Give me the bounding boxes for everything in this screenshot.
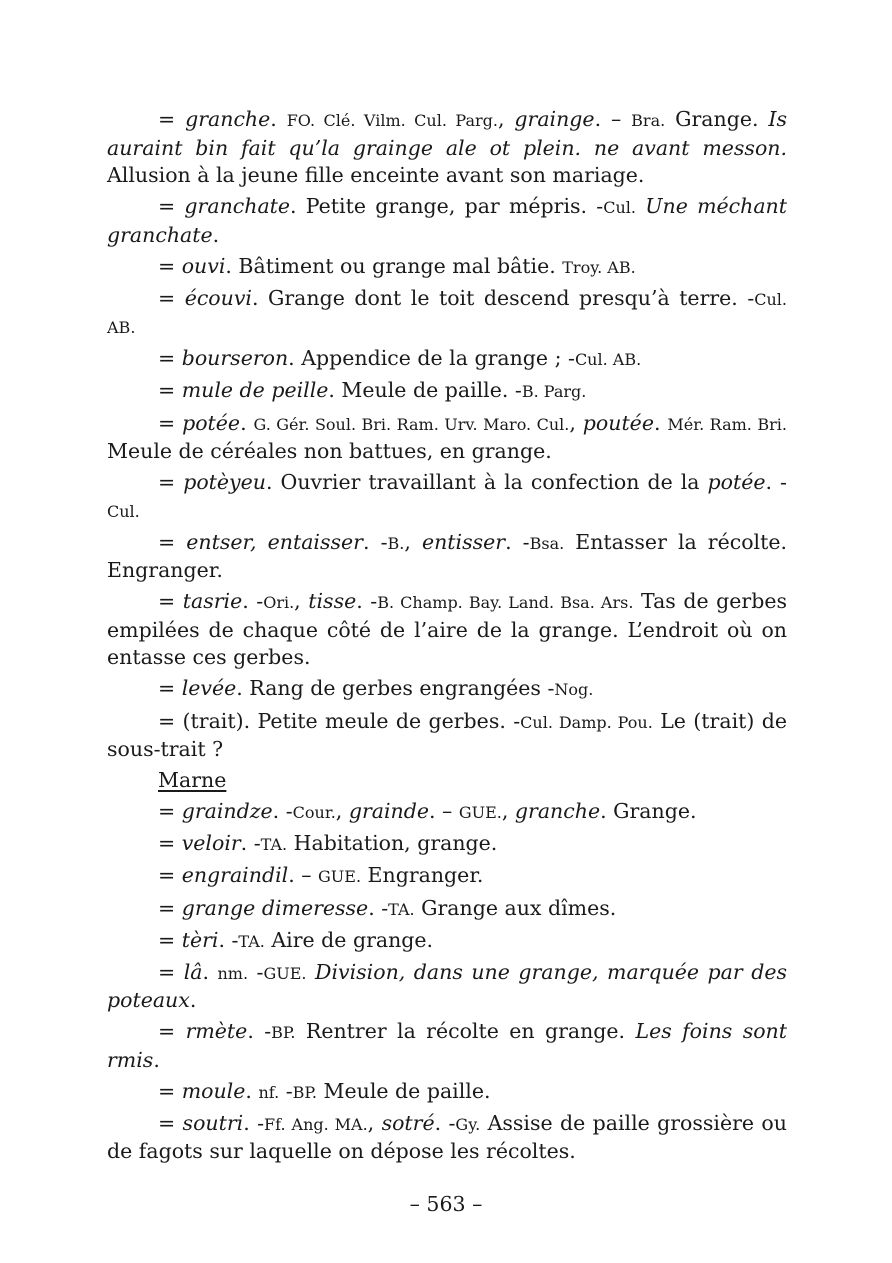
entry-text: = bbox=[158, 107, 186, 131]
entry-text: , bbox=[294, 589, 309, 614]
entry-text: = bbox=[158, 529, 187, 554]
term-italic: écouvi bbox=[184, 285, 252, 310]
term-italic: granche bbox=[514, 799, 601, 824]
entry-text: . - bbox=[242, 589, 264, 614]
glossary-entry bbox=[107, 862, 787, 891]
term-italic: entser, entaisser bbox=[186, 529, 363, 554]
glossary-entry bbox=[107, 708, 787, 764]
source-abbrev: Cul. AB. bbox=[107, 289, 787, 338]
glossary-entry bbox=[107, 1018, 787, 1074]
glossary-entry bbox=[107, 1078, 787, 1107]
entry-text: = bbox=[158, 927, 182, 952]
source-abbrev: B. Champ. Bay. Land. Bsa. Ars. bbox=[377, 593, 634, 613]
entry-text: Meule de paille. bbox=[317, 1078, 491, 1103]
entry-text: . Meule de paille. - bbox=[328, 378, 522, 403]
entry-text: = bbox=[158, 194, 185, 219]
entry-text: . - bbox=[362, 529, 388, 554]
entry-text: = bbox=[158, 1078, 182, 1103]
entry-text: Grange. bbox=[665, 107, 769, 131]
glossary-entry bbox=[107, 588, 787, 672]
entry-text: = bbox=[158, 1110, 183, 1135]
entry-text: = bbox=[158, 378, 182, 403]
entry-text: = bbox=[158, 863, 182, 888]
entry-text: . bbox=[153, 1047, 160, 1072]
term-italic: Division, dans une grange, marquée par des poteaux bbox=[107, 959, 787, 1013]
source-abbrev: GUE. bbox=[458, 803, 502, 823]
entry-text: , bbox=[497, 107, 515, 131]
entry-text: Le (trait) de sous-trait ? bbox=[107, 708, 787, 762]
source-abbrev: TA. bbox=[260, 835, 288, 855]
entry-text: - bbox=[279, 1078, 293, 1103]
entry-text: = bbox=[158, 895, 182, 920]
entry-text: . bbox=[653, 410, 668, 435]
entry-text: . bbox=[270, 107, 287, 131]
entry-text: . bbox=[245, 1078, 259, 1103]
term-italic: soutri bbox=[182, 1110, 244, 1135]
entry-text: = bbox=[158, 470, 184, 495]
term-italic: Is auraint bin fait qu’la grainge ale ot plein. ne avant messon. bbox=[107, 107, 787, 160]
glossary-entry bbox=[107, 959, 787, 1015]
entry-text: . - bbox=[765, 470, 787, 495]
entry-text: . - bbox=[356, 589, 378, 614]
term-italic: sotré bbox=[381, 1110, 435, 1135]
glossary-entry bbox=[107, 1110, 787, 1166]
entry-text: . - bbox=[240, 831, 261, 856]
source-abbrev: Cul. bbox=[107, 501, 140, 521]
entry-text: Aire de grange. bbox=[264, 927, 434, 952]
term-italic: grainde bbox=[348, 799, 430, 824]
entry-text: . - bbox=[247, 1019, 272, 1044]
entry-text: . bbox=[212, 222, 220, 247]
term-italic: potèyeu bbox=[183, 470, 266, 495]
entry-text: = bbox=[158, 410, 183, 435]
term-italic: graindze bbox=[181, 799, 273, 824]
term-italic: grainge bbox=[514, 107, 595, 131]
term-italic: grange dimeresse bbox=[181, 895, 369, 920]
source-abbrev: BP. bbox=[271, 1023, 296, 1043]
source-abbrev: Mér. Ram. Bri. bbox=[667, 414, 787, 434]
source-abbrev: G. Gér. Soul. Bri. Ram. Urv. Maro. Cul. bbox=[253, 414, 570, 434]
glossary-entry bbox=[107, 253, 787, 282]
entry-text: . – bbox=[288, 863, 318, 888]
section-heading bbox=[107, 767, 787, 795]
term-italic: lâ bbox=[183, 959, 203, 984]
entry-text: . Grange. bbox=[600, 799, 697, 824]
entry-text: Meule de céréales non battues, en grange. bbox=[107, 439, 552, 464]
source-abbrev: Ff. Ang. MA. bbox=[264, 1114, 368, 1134]
entry-text: Habitation, grange. bbox=[287, 831, 498, 856]
term-italic: granchate bbox=[184, 194, 291, 219]
entry-text: , bbox=[367, 1110, 382, 1135]
entry-text: - bbox=[248, 959, 264, 984]
glossary-entry bbox=[107, 345, 787, 374]
source-abbrev: Cul. Damp. Pou. bbox=[520, 712, 653, 732]
source-abbrev: Ori. bbox=[263, 593, 295, 613]
source-abbrev: nf. bbox=[258, 1082, 280, 1102]
entry-text: , bbox=[501, 799, 515, 824]
entry-text: Tas de gerbes empilées de chaque côté de l’aire de la grange. L’endroit où on entasse ces gerbes. bbox=[107, 589, 787, 670]
glossary-entry bbox=[107, 377, 787, 406]
entry-text: . bbox=[189, 988, 197, 1013]
glossary-entry bbox=[107, 830, 787, 859]
term-italic: ouvi bbox=[181, 253, 226, 278]
glossary-entries bbox=[107, 106, 787, 1166]
entry-text: . - bbox=[505, 529, 530, 554]
entry-text: Grange aux dîmes. bbox=[414, 895, 617, 920]
term-italic: bourseron bbox=[181, 346, 289, 371]
entry-text: , bbox=[404, 529, 422, 554]
entry-text: Assise de paille grossière ou de fagots sur laquelle on dépose les récoltes. bbox=[107, 1110, 787, 1164]
source-abbrev: Cul. AB. bbox=[574, 350, 642, 370]
source-abbrev: TA. bbox=[388, 899, 415, 919]
term-italic: levée bbox=[181, 676, 237, 701]
entry-text bbox=[307, 960, 316, 984]
entry-text: , bbox=[569, 410, 583, 435]
entry-text bbox=[636, 194, 645, 218]
term-italic: Les foins sont rmis bbox=[107, 1019, 787, 1072]
source-abbrev: Bra. bbox=[631, 111, 666, 130]
source-abbrev: B. Parg. bbox=[521, 382, 587, 402]
source-abbrev: Cul. bbox=[603, 198, 636, 218]
glossary-entry bbox=[107, 285, 787, 342]
source-abbrev: FO. Clé. Vilm. Cul. Parg. bbox=[286, 111, 498, 130]
entry-text: Allusion à la jeune fille enceinte avant son mariage. bbox=[107, 163, 645, 187]
entry-text: = bbox=[158, 346, 182, 371]
entry-text: . Ouvrier travaillant à la confection de la bbox=[265, 470, 708, 495]
glossary-entry bbox=[107, 410, 787, 466]
entry-text: . Rang de gerbes engrangées - bbox=[236, 676, 555, 701]
entry-text: Rentrer la récolte en grange. bbox=[295, 1019, 636, 1044]
entry-text: . bbox=[240, 410, 254, 435]
term-italic: potée bbox=[182, 410, 241, 435]
entry-text: = bbox=[158, 676, 182, 701]
source-abbrev: B. bbox=[387, 533, 405, 553]
term-italic: Une méchant granchate bbox=[107, 194, 787, 247]
entry-text: . bbox=[202, 959, 218, 984]
glossary-entry bbox=[107, 106, 787, 190]
entry-text: . - bbox=[272, 799, 293, 824]
entry-text: = bbox=[158, 1019, 186, 1044]
term-italic: tasrie bbox=[182, 589, 243, 614]
glossary-entry bbox=[107, 469, 787, 525]
entry-text: . Petite grange, par mépris. - bbox=[290, 194, 604, 219]
page-number: – 563 – bbox=[409, 1192, 483, 1216]
source-abbrev: Cour. bbox=[292, 803, 336, 823]
term-italic: moule bbox=[181, 1078, 246, 1103]
entry-text: = (trait). Petite meule de gerbes. - bbox=[158, 708, 521, 733]
entry-text: Engranger. bbox=[361, 863, 484, 888]
term-italic: potée bbox=[707, 470, 766, 495]
term-italic: mule de peille bbox=[181, 378, 329, 403]
glossary-entry bbox=[107, 529, 787, 585]
entry-text: = bbox=[158, 959, 184, 984]
source-abbrev: Nog. bbox=[554, 680, 594, 700]
term-italic: tisse bbox=[308, 589, 357, 614]
entry-text: = bbox=[158, 253, 182, 278]
entry-text: . - bbox=[368, 895, 389, 920]
page-body bbox=[107, 106, 787, 1170]
entry-text: . - bbox=[434, 1110, 456, 1135]
entry-text: Entasser la récolte. Engranger. bbox=[107, 529, 787, 583]
term-italic: poutée bbox=[582, 410, 654, 435]
entry-text: . - bbox=[243, 1110, 265, 1135]
source-abbrev: nm. bbox=[217, 963, 249, 983]
glossary-entry bbox=[107, 895, 787, 924]
source-abbrev: TA. bbox=[238, 931, 265, 951]
term-italic: engraindil bbox=[181, 863, 289, 888]
entry-text: , bbox=[335, 799, 349, 824]
term-italic: granche bbox=[185, 107, 271, 131]
entry-text: . Appendice de la grange ; - bbox=[288, 346, 575, 371]
source-abbrev: BP. bbox=[292, 1082, 318, 1102]
entry-text: = bbox=[158, 285, 185, 310]
term-italic: tèri bbox=[181, 927, 219, 952]
glossary-entry bbox=[107, 927, 787, 956]
term-italic: veloir bbox=[181, 831, 241, 856]
glossary-entry bbox=[107, 193, 787, 249]
source-abbrev: Gy. bbox=[455, 1114, 481, 1134]
entry-text: . Bâtiment ou grange mal bâtie. bbox=[225, 253, 563, 278]
entry-text: Marne bbox=[158, 768, 227, 793]
entry-text: . - bbox=[218, 927, 239, 952]
entry-text: . – bbox=[594, 107, 632, 131]
source-abbrev: Bsa. bbox=[529, 533, 565, 553]
glossary-entry bbox=[107, 798, 787, 827]
source-abbrev: GUE. bbox=[318, 867, 362, 887]
term-italic: rmète bbox=[185, 1019, 248, 1044]
source-abbrev: Troy. AB. bbox=[562, 257, 636, 277]
entry-text: . Grange dont le toit descend presqu’à terre. - bbox=[251, 285, 755, 310]
entry-text: = bbox=[158, 831, 182, 856]
entry-text: = bbox=[158, 589, 183, 614]
entry-text: = bbox=[158, 799, 182, 824]
term-italic: entisser bbox=[421, 529, 506, 554]
glossary-entry bbox=[107, 675, 787, 704]
source-abbrev: GUE. bbox=[263, 963, 307, 983]
entry-text: . – bbox=[429, 799, 459, 824]
